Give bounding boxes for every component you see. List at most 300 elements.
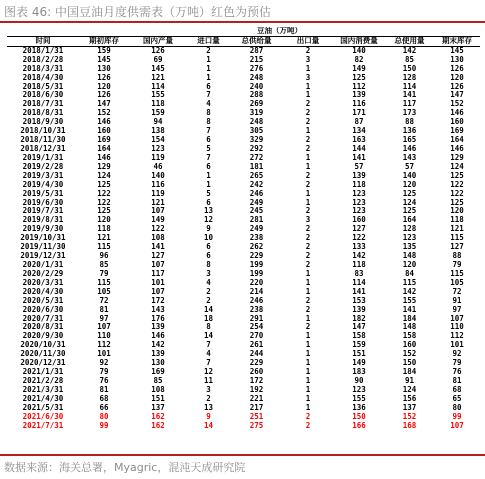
table-row: [7, 252, 480, 261]
row-date-cell: 2019/8/31: [22, 216, 64, 225]
table-cell: 139: [151, 350, 165, 359]
table-cell: 272: [249, 153, 264, 162]
table-cell: 139: [151, 323, 165, 332]
col-header-date: 时间: [7, 36, 79, 46]
row-date-cell: 2020/7/31: [22, 314, 64, 323]
table-cell: 118: [352, 180, 366, 189]
table-cell: 139: [352, 91, 366, 100]
table-cell: 141: [151, 243, 165, 252]
table-cell: 120: [97, 216, 111, 225]
table-cell: 184: [402, 368, 417, 377]
table-cell: 118: [151, 100, 165, 109]
table-cell: 101: [97, 350, 111, 359]
table-cell: 151: [151, 394, 165, 403]
table-cell: 141: [352, 153, 366, 162]
row-date-cell: 2018/9/30: [22, 118, 64, 127]
bottom-rule: [0, 454, 485, 456]
table-cell: 4: [206, 100, 211, 109]
table-cell: 79: [452, 260, 462, 269]
table-cell: 1: [305, 341, 311, 350]
table-cell: 79: [99, 368, 109, 377]
table-cell: 143: [151, 305, 165, 314]
table-cell: 6: [206, 243, 211, 252]
table-cell: 2: [206, 287, 211, 296]
row-date-cell: 2021/5/31: [22, 403, 64, 412]
table-cell: 1: [305, 269, 311, 278]
table-cell: 1: [305, 153, 311, 162]
table-cell: 269: [249, 100, 264, 109]
row-date-cell: 2019/5/31: [22, 189, 64, 198]
row-date-cell: 2018/7/31: [22, 100, 64, 109]
table-cell: 14: [203, 332, 214, 341]
table-cell: 123: [352, 207, 366, 216]
table-cell: 125: [97, 207, 111, 216]
table-cell: 270: [249, 332, 264, 341]
table-cell: 149: [352, 359, 366, 368]
table-cell: 240: [249, 82, 264, 91]
table-cell: 158: [402, 332, 417, 341]
table-cell: 164: [97, 144, 111, 153]
table-cell: 166: [352, 421, 366, 430]
group-header: 豆油（万吨）: [79, 27, 480, 36]
table-cell: 2: [305, 109, 311, 118]
row-date-cell: 2018/12/31: [20, 144, 66, 153]
table-cell: 229: [249, 252, 264, 261]
table-cell: 1: [206, 171, 211, 180]
table-cell: 112: [450, 332, 464, 341]
row-date-cell: 2018/8/31: [22, 109, 64, 118]
table-cell: 221: [249, 394, 264, 403]
table-cell: 122: [151, 225, 165, 234]
table-cell: 146: [450, 144, 464, 153]
table-cell: 105: [450, 278, 464, 287]
table-cell: 107: [97, 323, 111, 332]
table-cell: 245: [249, 207, 264, 216]
table-cell: 107: [151, 260, 165, 269]
row-date-cell: 2018/10/31: [20, 127, 66, 136]
table-row: [7, 225, 480, 234]
table-cell: 150: [402, 64, 417, 73]
table-cell: 140: [151, 171, 165, 180]
table-row: [7, 306, 480, 315]
table-row: [7, 181, 480, 190]
table-cell: 72: [99, 296, 109, 305]
table-cell: 148: [402, 323, 417, 332]
table-cell: 7: [206, 341, 211, 350]
table-cell: 8: [206, 260, 211, 269]
table-cell: 13: [203, 403, 214, 412]
table-cell: 122: [450, 180, 464, 189]
table-cell: 275: [249, 421, 264, 430]
table-cell: 192: [249, 385, 264, 394]
table-cell: 150: [352, 412, 366, 421]
table-cell: 88: [452, 252, 462, 261]
table-cell: 139: [352, 171, 366, 180]
table-cell: 2: [305, 323, 311, 332]
table-cell: 2: [305, 180, 311, 189]
table-cell: 164: [402, 216, 417, 225]
table-cell: 122: [352, 234, 366, 243]
row-date-cell: 2019/4/30: [22, 180, 64, 189]
table-cell: 159: [97, 46, 111, 55]
col-header-domestic-consumption: 国内消费量: [333, 36, 385, 46]
table-cell: 117: [151, 269, 165, 278]
table-cell: 134: [352, 127, 366, 136]
table-cell: 119: [151, 153, 165, 162]
table-cell: 140: [402, 171, 417, 180]
table-cell: 126: [97, 73, 111, 82]
table-cell: 10: [203, 234, 214, 243]
table-cell: 112: [97, 341, 111, 350]
table-cell: 146: [97, 118, 111, 127]
table-cell: 9: [206, 412, 211, 421]
table-cell: 261: [249, 341, 264, 350]
table-cell: 173: [402, 109, 417, 118]
table-cell: 85: [153, 376, 163, 385]
table-cell: 114: [402, 82, 417, 91]
col-header-domestic-production: 国内产量: [129, 36, 187, 46]
table-cell: 133: [352, 243, 366, 252]
table-row: [7, 154, 480, 163]
table-cell: 110: [450, 323, 464, 332]
table-cell: 1: [305, 91, 311, 100]
table-cell: 1: [305, 368, 311, 377]
table-cell: 142: [151, 341, 165, 350]
table-cell: 305: [249, 127, 264, 136]
table-cell: 6: [206, 82, 211, 91]
table-cell: 124: [450, 162, 464, 171]
table-cell: 129: [450, 153, 464, 162]
table-cell: 2: [305, 136, 311, 145]
table-cell: 126: [97, 91, 111, 100]
table-cell: 152: [97, 109, 111, 118]
table-cell: 123: [352, 198, 366, 207]
row-date-cell: 2018/5/31: [22, 82, 64, 91]
table-cell: 127: [352, 225, 366, 234]
table-cell: 136: [352, 403, 366, 412]
table-row: [7, 261, 480, 270]
table-cell: 107: [151, 287, 165, 296]
row-date-cell: 2021/3/31: [22, 385, 64, 394]
table-cell: 137: [151, 403, 165, 412]
table-cell: 6: [206, 198, 211, 207]
table-cell: 135: [402, 243, 417, 252]
table-cell: 1: [305, 198, 311, 207]
table-cell: 2: [305, 234, 311, 243]
table-row: [7, 56, 480, 65]
table-cell: 87: [354, 118, 364, 127]
table-cell: 8: [206, 323, 211, 332]
table-cell: 147: [450, 91, 464, 100]
table-cell: 136: [402, 127, 417, 136]
table-cell: 1: [305, 359, 311, 368]
table-cell: 66: [99, 403, 109, 412]
table-cell: 1: [305, 394, 311, 403]
table-cell: 156: [402, 394, 417, 403]
table-cell: 276: [249, 64, 264, 73]
table-cell: 7: [206, 153, 211, 162]
table-cell: 121: [151, 73, 165, 82]
col-header-imports: 进口量: [187, 36, 230, 46]
table-row: [7, 91, 480, 100]
table-cell: 2: [305, 305, 311, 314]
table-cell: 238: [249, 234, 264, 243]
table-cell: 145: [151, 64, 165, 73]
table-row: [7, 422, 480, 431]
table-row: [7, 163, 480, 172]
table-cell: 112: [352, 82, 366, 91]
table-cell: 8: [206, 118, 211, 127]
table-cell: 1: [206, 180, 211, 189]
table-cell: 90: [354, 376, 364, 385]
row-date-cell: 2020/11/30: [20, 350, 66, 359]
table-cell: 124: [402, 385, 417, 394]
table-cell: 159: [352, 341, 366, 350]
table-cell: 1: [305, 127, 311, 136]
table-row: [7, 404, 480, 413]
table-cell: 145: [97, 55, 111, 64]
table-cell: 171: [352, 109, 366, 118]
table-cell: 79: [99, 269, 109, 278]
table-cell: 116: [352, 100, 366, 109]
table-cell: 214: [249, 287, 264, 296]
table-cell: 124: [97, 171, 111, 180]
row-date-cell: 2018/3/31: [22, 64, 64, 73]
table-cell: 79: [452, 359, 462, 368]
table-row: [7, 216, 480, 225]
table-cell: 101: [151, 278, 165, 287]
table-cell: 121: [151, 198, 165, 207]
table-cell: 246: [249, 189, 264, 198]
table-cell: 262: [249, 243, 264, 252]
table-cell: 68: [99, 394, 109, 403]
table-cell: 1: [305, 376, 311, 385]
table-row: [7, 395, 480, 404]
table-cell: 110: [97, 332, 111, 341]
row-date-cell: 2019/10/31: [20, 234, 66, 243]
table-cell: 125: [97, 180, 111, 189]
table-cell: 184: [402, 314, 417, 323]
table-row: [7, 145, 480, 154]
table-row: [7, 386, 480, 395]
table-cell: 123: [151, 144, 165, 153]
table-cell: 146: [97, 153, 111, 162]
table-cell: 248: [249, 73, 264, 82]
table-cell: 121: [450, 225, 464, 234]
table-cell: 146: [402, 144, 417, 153]
table-cell: 238: [249, 305, 264, 314]
table-cell: 137: [402, 403, 417, 412]
table-cell: 57: [354, 162, 364, 171]
table-cell: 18: [203, 314, 214, 323]
table-row: [7, 190, 480, 199]
table-cell: 265: [249, 171, 264, 180]
table-cell: 125: [402, 207, 417, 216]
table-cell: 155: [402, 296, 417, 305]
table-cell: 7: [206, 127, 211, 136]
table-cell: 72: [452, 287, 462, 296]
table-cell: 123: [352, 385, 366, 394]
table-cell: 2: [206, 394, 211, 403]
table-cell: 254: [249, 323, 264, 332]
table-cell: 127: [450, 243, 464, 252]
table-row: [7, 288, 480, 297]
table-cell: 183: [352, 368, 366, 377]
table-cell: 169: [97, 136, 111, 145]
table-cell: 169: [151, 368, 165, 377]
row-date-cell: 2020/5/31: [22, 296, 64, 305]
table-cell: 115: [450, 234, 464, 243]
table-cell: 1: [206, 73, 211, 82]
table-cell: 122: [97, 198, 111, 207]
table-cell: 4: [206, 350, 211, 359]
table-cell: 76: [99, 376, 109, 385]
table-cell: 107: [450, 421, 464, 430]
table-cell: 2: [305, 412, 311, 421]
table-cell: 2: [305, 46, 311, 55]
table-cell: 118: [97, 225, 111, 234]
table-cell: 12: [203, 216, 214, 225]
table-cell: 115: [402, 278, 417, 287]
table-cell: 163: [352, 136, 366, 145]
table-cell: 248: [249, 118, 264, 127]
table-cell: 121: [97, 234, 111, 243]
table-cell: 5: [206, 144, 211, 153]
row-date-cell: 2018/4/30: [22, 73, 64, 82]
table-cell: 146: [151, 332, 165, 341]
table-row: [7, 279, 480, 288]
col-header-total-supply: 总供给量: [230, 36, 283, 46]
row-date-cell: 2021/2/28: [22, 376, 64, 385]
table-cell: 1: [305, 162, 311, 171]
row-date-cell: 2021/4/30: [22, 394, 64, 403]
row-date-cell: 2020/10/31: [20, 341, 66, 350]
table-cell: 2: [305, 144, 311, 153]
table-cell: 46: [153, 162, 163, 171]
table-cell: 118: [450, 216, 464, 225]
row-date-cell: 2020/8/31: [22, 323, 64, 332]
table-cell: 3: [305, 216, 311, 225]
table-cell: 260: [249, 368, 264, 377]
table-cell: 125: [352, 73, 366, 82]
table-cell: 97: [99, 314, 109, 323]
table-cell: 291: [249, 314, 264, 323]
row-date-cell: 2019/12/31: [20, 252, 66, 261]
table-cell: 108: [151, 234, 165, 243]
table-cell: 9: [206, 225, 211, 234]
table-cell: 2: [305, 100, 311, 109]
table-cell: 2: [305, 207, 311, 216]
table-cell: 3: [305, 55, 311, 64]
table-cell: 292: [249, 144, 264, 153]
table-cell: 76: [452, 368, 462, 377]
table-cell: 120: [450, 73, 464, 82]
table-cell: 142: [402, 46, 417, 55]
table-cell: 152: [450, 100, 464, 109]
table-cell: 154: [151, 136, 165, 145]
table-row: [7, 377, 480, 386]
table-cell: 8: [206, 109, 211, 118]
row-date-cell: 2020/3/31: [22, 278, 64, 287]
table-cell: 158: [352, 332, 366, 341]
table-cell: 242: [249, 180, 264, 189]
table-cell: 6: [206, 252, 211, 261]
table-row: [7, 100, 480, 109]
table-cell: 119: [151, 189, 165, 198]
table-cell: 182: [352, 314, 366, 323]
table-cell: 123: [352, 189, 366, 198]
table-cell: 2: [305, 171, 311, 180]
table-cell: 251: [249, 412, 264, 421]
row-date-cell: 2021/1/31: [22, 368, 64, 377]
table-cell: 2: [305, 118, 311, 127]
table-cell: 116: [151, 180, 165, 189]
table-row: [7, 350, 480, 359]
table-cell: 155: [151, 91, 165, 100]
table-cell: 2: [305, 296, 311, 305]
table-cell: 84: [404, 269, 415, 278]
table-cell: 83: [354, 269, 364, 278]
table-cell: 217: [249, 403, 264, 412]
table-cell: 1: [305, 189, 311, 198]
table-row: [7, 74, 480, 83]
table-cell: 1: [206, 55, 211, 64]
table-cell: 108: [151, 385, 165, 394]
table-cell: 13: [203, 207, 214, 216]
col-header-opening-stock: 期初库存: [79, 36, 129, 46]
group-header-row: [7, 27, 480, 36]
table-cell: 126: [450, 64, 464, 73]
table-cell: 115: [97, 278, 111, 287]
table-cell: 14: [203, 421, 214, 430]
table-cell: 220: [249, 278, 264, 287]
table-cell: 14: [203, 305, 214, 314]
table-cell: 246: [249, 296, 264, 305]
row-date-cell: 2018/2/28: [22, 55, 64, 64]
table-cell: 244: [249, 350, 264, 359]
table-cell: 92: [99, 359, 109, 368]
table-cell: 147: [97, 100, 111, 109]
table-cell: 152: [402, 412, 417, 421]
table-cell: 85: [99, 260, 109, 269]
table-cell: 96: [99, 252, 109, 261]
table-cell: 128: [402, 73, 417, 82]
table-cell: 1: [305, 332, 311, 341]
table-cell: 3: [206, 385, 211, 394]
table-cell: 85: [404, 55, 415, 64]
table-row: [7, 65, 480, 74]
table-cell: 57: [404, 162, 415, 171]
table-cell: 2: [206, 46, 211, 55]
table-row: [7, 359, 480, 368]
table-cell: 148: [402, 252, 417, 261]
row-date-cell: 2021/6/30: [22, 412, 64, 421]
table-row: [7, 341, 480, 350]
row-date-cell: 2019/9/30: [22, 225, 64, 234]
table-cell: 4: [206, 278, 211, 287]
table-cell: 329: [249, 136, 264, 145]
table-cell: 99: [99, 421, 109, 430]
table-cell: 118: [352, 260, 366, 269]
table-cell: 2: [305, 225, 311, 234]
table-cell: 162: [151, 412, 165, 421]
table-cell: 65: [452, 394, 462, 403]
table-cell: 123: [402, 234, 417, 243]
table-cell: 164: [450, 136, 464, 145]
row-date-cell: 2019/2/28: [22, 162, 64, 171]
table-cell: 162: [151, 421, 165, 430]
row-date-cell: 2020/2/29: [22, 269, 64, 278]
